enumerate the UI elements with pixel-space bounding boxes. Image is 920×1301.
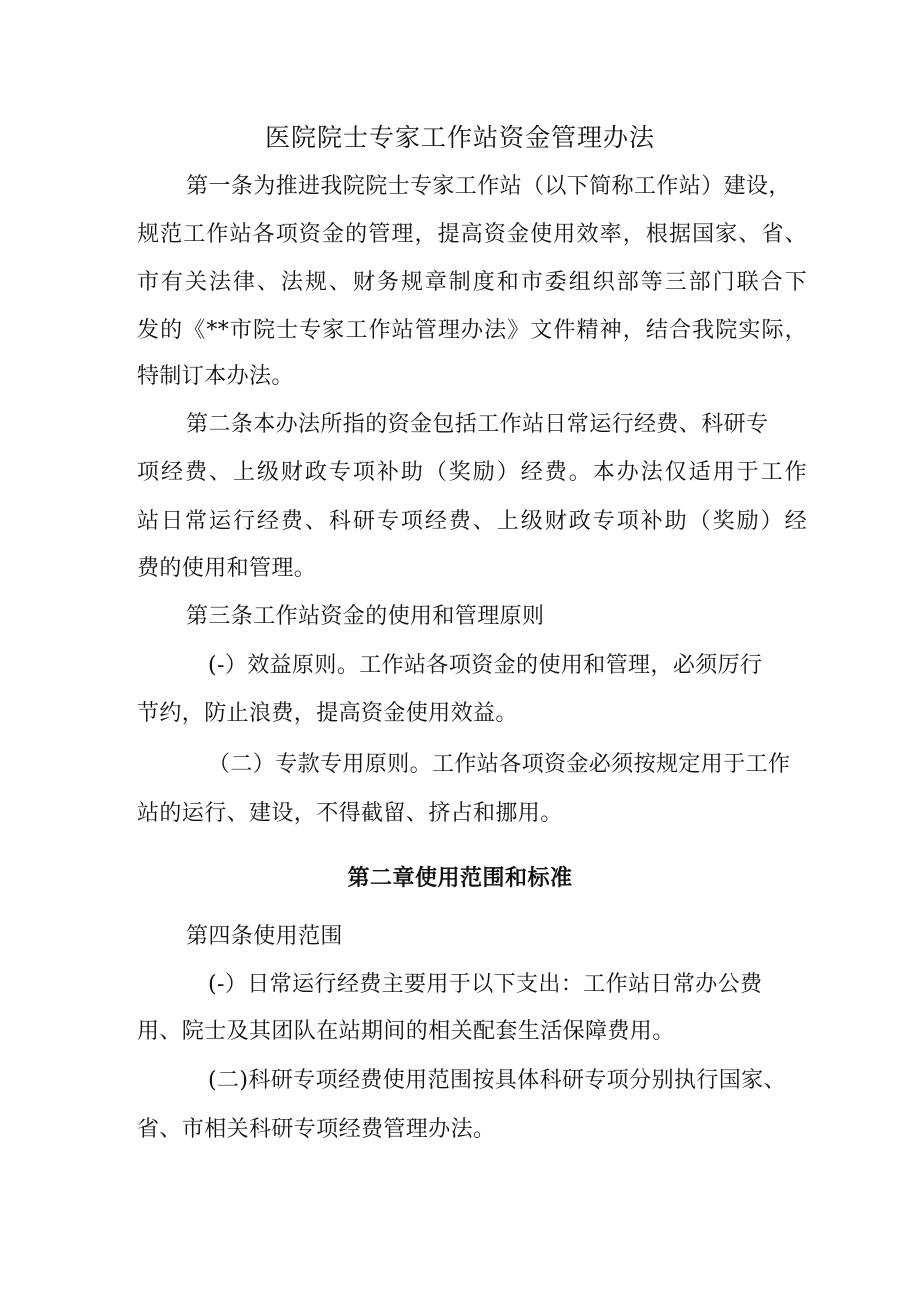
article3-heading: 第三条工作站资金的使用和管理原则 <box>186 604 545 629</box>
article3-item2-line2: 站的运行、建设，不得截留、挤占和挪用。 <box>137 801 563 826</box>
article4-item2-line1: (二)科研专项经费使用范围按具体科研专项分别执行国家、 <box>208 1068 786 1093</box>
article3-item2-line1: （二）专款专用原则。工作站各项资金必须按规定用于工作 <box>208 752 791 777</box>
article1-line2: 规范工作站各项资金的管理，提高资金使用效率，根据国家、省、 <box>137 222 807 247</box>
article1-line3: 市有关法律、法规、财务规章制度和市委组织部等三部门联合下 <box>137 270 807 295</box>
article1-line1: 第一条为推进我院院士专家工作站（以下简称工作站）建设， <box>186 174 791 199</box>
article3-item1-line1: (-）效益原则。工作站各项资金的使用和管理，必须厉行 <box>208 653 763 678</box>
article4-item2-line2: 省、市相关科研专项经费管理办法。 <box>137 1117 496 1142</box>
article4-heading: 第四条使用范围 <box>186 924 343 949</box>
article3-item1-line2: 节约，防止浪费，提高资金使用效益。 <box>137 701 518 726</box>
article2-line4: 费的使用和管理。 <box>137 556 317 581</box>
article1-line5: 特制订本办法。 <box>137 364 294 389</box>
article4-item1-line1: (-）日常运行经费主要用于以下支出：工作站日常办公费 <box>208 972 763 997</box>
article4-item1-line2: 用、院士及其团队在站期间的相关配套生活保障费用。 <box>137 1019 675 1044</box>
article1-line4: 发的《**市院士专家工作站管理办法》文件精神，结合我院实际， <box>137 318 807 343</box>
chapter2-heading: 第二章使用范围和标准 <box>347 866 573 891</box>
article2-line1: 第二条本办法所指的资金包括工作站日常运行经费、科研专 <box>186 412 769 437</box>
article2-line3: 站日常运行经费、科研专项经费、上级财政专项补助（奖励）经 <box>137 509 807 534</box>
document-title: 医院院士专家工作站资金管理办法 <box>264 123 655 152</box>
article2-line2: 项经费、上级财政专项补助（奖励）经费。本办法仅适用于工作 <box>137 460 807 485</box>
